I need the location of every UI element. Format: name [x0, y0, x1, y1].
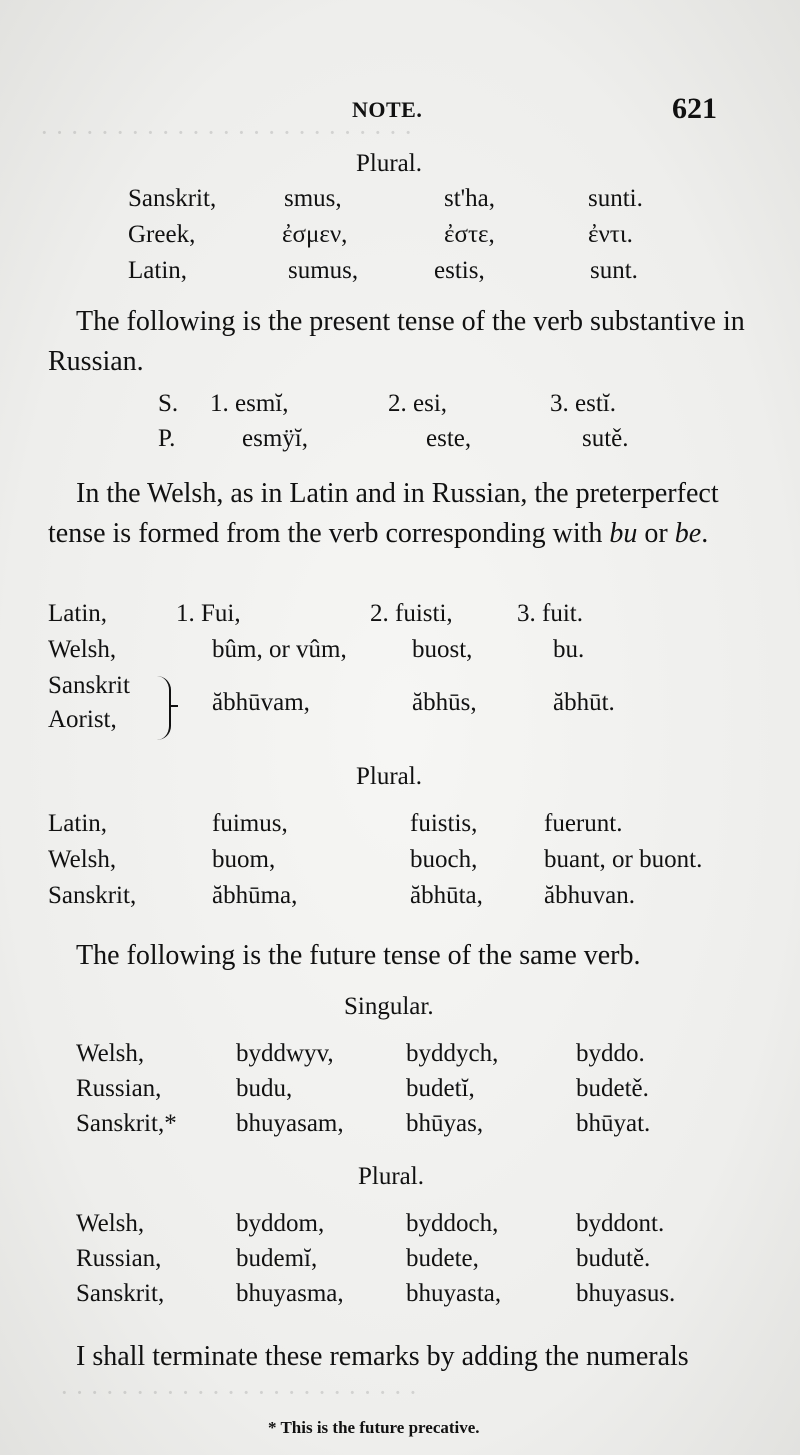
form: bûm, or vûm, — [212, 636, 347, 663]
form: budu, — [236, 1075, 293, 1102]
form: sunt. — [590, 257, 638, 284]
form: budutě. — [576, 1245, 651, 1272]
paragraph-welsh-preterperfect — [48, 474, 753, 554]
form: bhuyasta, — [406, 1280, 502, 1307]
form: ăbhūs, — [412, 689, 477, 716]
form: byddom, — [236, 1210, 325, 1237]
form: bhūyat. — [576, 1110, 651, 1137]
heading-singular: Singular. — [344, 993, 434, 1020]
lang-label: Sanskrit, — [76, 1280, 165, 1307]
form: bhuyasus. — [576, 1280, 676, 1307]
form: 2. esi, — [388, 390, 448, 417]
form: ăbhūt. — [553, 689, 615, 716]
form: byddoch, — [406, 1210, 499, 1237]
lang-label: Sanskrit, — [48, 882, 137, 909]
number-label: P. — [158, 425, 176, 452]
form: ἐστε, — [444, 221, 495, 248]
number-label: S. — [158, 390, 179, 417]
form: budemĭ, — [236, 1245, 318, 1272]
lang-label: Sanskrit — [48, 672, 130, 699]
form: bu. — [553, 636, 585, 663]
form: fuerunt. — [544, 810, 623, 837]
lang-label: Welsh, — [76, 1210, 145, 1237]
form: ăbhūvam, — [212, 689, 310, 716]
form: byddo. — [576, 1040, 645, 1067]
form: budete, — [406, 1245, 479, 1272]
form: buost, — [412, 636, 473, 663]
form: este, — [426, 425, 472, 452]
bleed-through-text: · · · · · · · · · · · · · · · · · · · · · · · · · — [40, 118, 413, 147]
form: ăbhūma, — [212, 882, 298, 909]
paragraph-text: . — [701, 518, 709, 549]
lang-label: Latin, — [128, 257, 188, 284]
form: sumus, — [288, 257, 359, 284]
lang-label: Latin, — [48, 600, 108, 627]
heading-plural: Plural. — [356, 150, 422, 177]
form: fuistis, — [410, 810, 478, 837]
lang-label: Russian, — [76, 1075, 162, 1102]
form: budetĭ, — [406, 1075, 475, 1102]
italic-word: be — [674, 518, 702, 549]
form: bhuyasam, — [236, 1110, 344, 1137]
form: 2. fuisti, — [370, 600, 453, 627]
form: st'ha, — [444, 185, 496, 212]
form: sutě. — [582, 425, 629, 452]
brace — [155, 676, 171, 740]
form: buant, or buont. — [544, 846, 703, 873]
form: ἐσμεν, — [282, 221, 348, 248]
heading-plural: Plural. — [358, 1163, 424, 1190]
paragraph-text: or — [637, 518, 675, 549]
italic-word: bu — [609, 518, 638, 549]
form: 1. Fui, — [176, 600, 241, 627]
paragraph-russian-intro: The following is the present tense of the verb substantive in Russian. — [48, 306, 745, 377]
form: smus, — [284, 185, 342, 212]
form: byddwyv, — [236, 1040, 334, 1067]
form: bhūyas, — [406, 1110, 484, 1137]
form: ăbhuvan. — [544, 882, 635, 909]
lang-label: Welsh, — [76, 1040, 145, 1067]
heading-plural: Plural. — [356, 763, 422, 790]
form: 3. fuit. — [517, 600, 583, 627]
form: buom, — [212, 846, 276, 873]
lang-label: Sanskrit, — [128, 185, 217, 212]
lang-label: Russian, — [76, 1245, 162, 1272]
form: 1. esmĭ, — [210, 390, 289, 417]
lang-label: Sanskrit,* — [76, 1110, 177, 1137]
lang-label: Greek, — [128, 221, 196, 248]
lang-label: Latin, — [48, 810, 108, 837]
lang-label: Welsh, — [48, 846, 117, 873]
form: bhuyasma, — [236, 1280, 344, 1307]
aorist-label: Aorist, — [48, 706, 117, 733]
form: 3. estĭ. — [550, 390, 616, 417]
bleed-through-text: · · · · · · · · · · · · · · · · · · · · · · · · — [60, 1378, 418, 1407]
form: byddych, — [406, 1040, 499, 1067]
form: esmÿĭ, — [242, 425, 308, 452]
form: ἐντι. — [588, 221, 633, 248]
form: estis, — [434, 257, 485, 284]
form: ăbhūta, — [410, 882, 483, 909]
form: fuimus, — [212, 810, 288, 837]
form: byddont. — [576, 1210, 665, 1237]
form: budetě. — [576, 1075, 649, 1102]
paragraph-future-intro: The following is the future tense of the same verb. — [76, 940, 641, 971]
form: buoch, — [410, 846, 478, 873]
paragraph-closing: I shall terminate these remarks by adding the numerals — [76, 1341, 689, 1372]
form: sunti. — [588, 185, 643, 212]
page-number: 621 — [672, 92, 717, 125]
lang-label: Welsh, — [48, 636, 117, 663]
running-header: NOTE. — [352, 97, 423, 122]
footnote: * This is the future precative. — [268, 1418, 480, 1437]
paragraph-text: In the Welsh, as in Latin and in Russian, the preterperfect tense is formed from the verb corresponding with — [48, 478, 719, 549]
